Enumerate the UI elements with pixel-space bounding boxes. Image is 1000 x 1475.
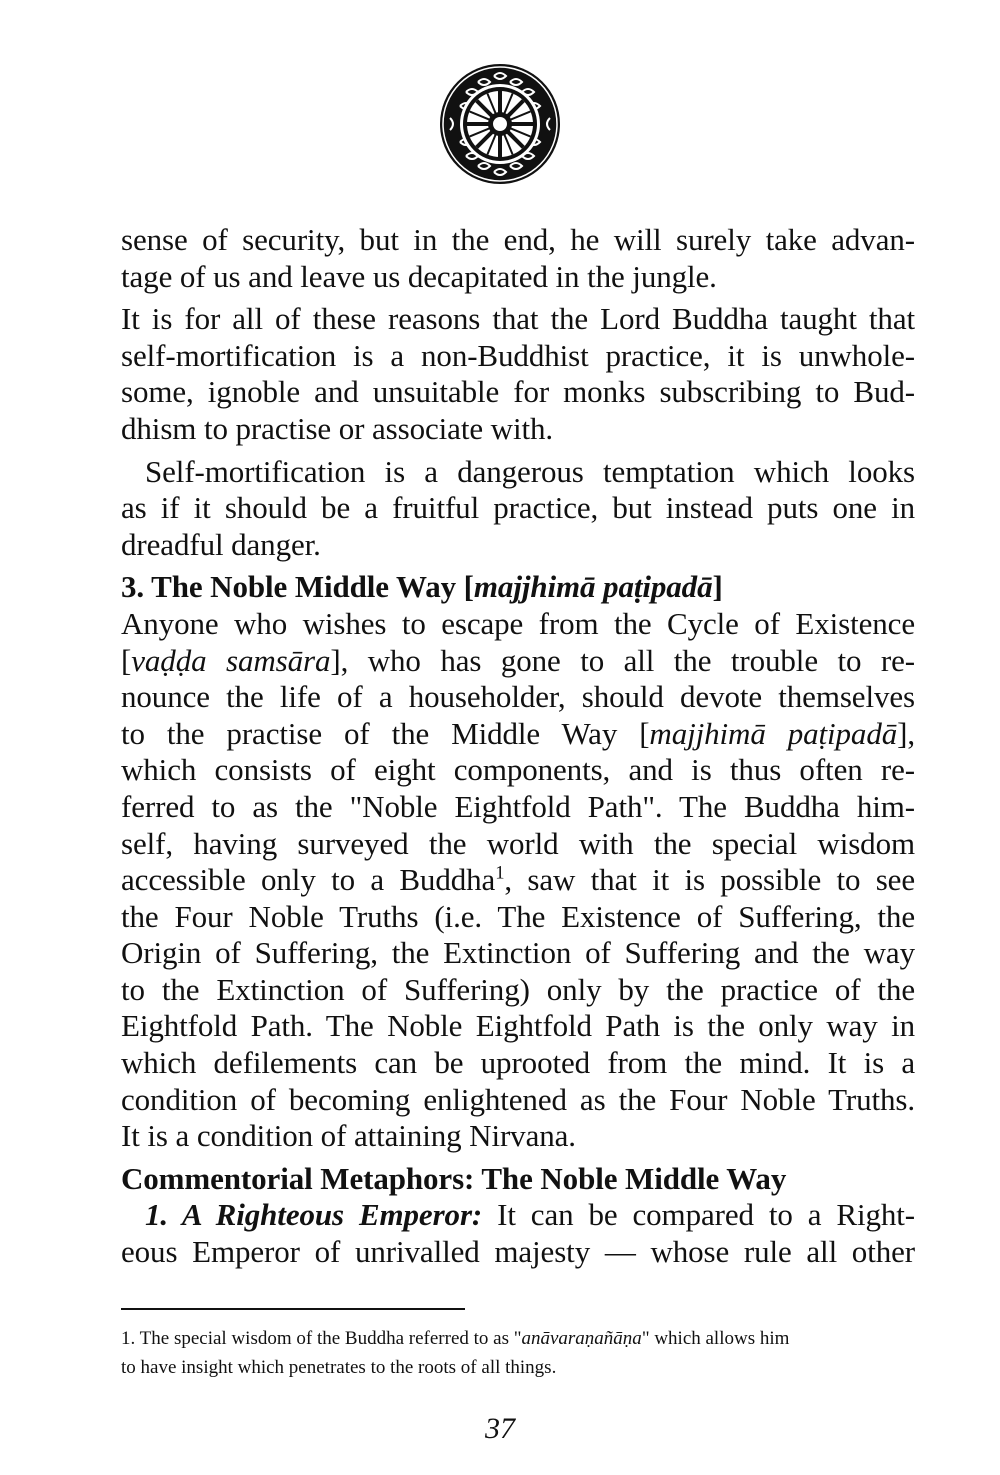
paragraph-line: accessible only to a Buddha$^1$, saw that it is possible to see (121, 862, 915, 898)
paragraph-line: It is a condition of attaining Nirvana. (121, 1118, 576, 1154)
footnote-divider (121, 1308, 465, 1310)
paragraph-line: eous Emperor of unrivalled majesty — whose rule all other (121, 1234, 915, 1270)
paragraph-line: which defilements can be uprooted from the mind. It is a (121, 1045, 915, 1081)
paragraph-line: dreadful danger. (121, 526, 321, 562)
footnote-line: to have insight which penetrates to the roots of all things. (121, 1357, 557, 1378)
paragraph-line: to the Extinction of Suffering) only by the practice of the (121, 971, 915, 1007)
dharma-wheel-icon (438, 62, 562, 186)
page-number: 37 (485, 1412, 515, 1445)
paragraph-line: condition of becoming enlightened as the Four Noble Truths. (121, 1081, 915, 1117)
paragraph-line: ferred to as the "Noble Eightfold Path". The Buddha him- (121, 788, 915, 824)
paragraph-line: 1. A Righteous Emperor: It can be compared to a Right- (145, 1197, 915, 1233)
paragraph-line: some, ignoble and unsuitable for monks subscribing to Bud- (121, 374, 915, 410)
paragraph-line: sense of security, but in the end, he will surely take advan- (121, 222, 915, 257)
item-label: 1. A Righteous Emperor: (145, 1197, 483, 1233)
paragraph-line: Eightfold Path. The Noble Eightfold Path is the only way in (121, 1008, 915, 1044)
paragraph-line: to the practise of the Middle Way [majjhimā paṭipadā], (121, 715, 916, 751)
paragraph-line: as if it should be a fruitful practice, but instead puts one in (121, 490, 915, 526)
paragraph-line: [vaḍḍa samsāra], who has gone to all the trouble to re- (121, 642, 915, 678)
footnote (121, 1324, 921, 1382)
paragraph-line: Anyone who wishes to escape from the Cycle of Existence (121, 605, 915, 641)
paragraph-line: It is for all of these reasons that the Lord Buddha taught that (121, 301, 915, 337)
footnote-line: 1. The special wisdom of the Buddha referred to as "anāvaraṇañāṇa" which allows him (121, 1328, 790, 1349)
paragraph-line: tage of us and leave us decapitated in the jungle. (121, 258, 717, 294)
paragraph-line: the Four Noble Truths (i.e. The Existence of Suffering, the (121, 898, 915, 934)
paragraph-line: dhism to practise or associate with. (121, 410, 554, 446)
paragraph-line: self, having surveyed the world with the special wisdom (121, 825, 915, 861)
paragraph-line: Self-mortification is a dangerous temptation which looks (145, 453, 915, 489)
footnote-marker: 1 (495, 862, 505, 884)
paragraph-line: which consists of eight components, and is thus often re- (121, 752, 915, 788)
paragraph-line: self-mortification is a non-Buddhist practice, it is unwhole- (121, 337, 915, 373)
body-text (121, 222, 915, 1271)
paragraph-line: Origin of Suffering, the Extinction of Suffering and the way (121, 935, 915, 971)
paragraph-line: nounce the life of a householder, should devote themselves (121, 679, 915, 715)
commentary-heading: Commentorial Metaphors: The Noble Middle Way (121, 1160, 787, 1196)
section-heading: 3. The Noble Middle Way [majjhimā paṭipadā] (121, 569, 723, 605)
